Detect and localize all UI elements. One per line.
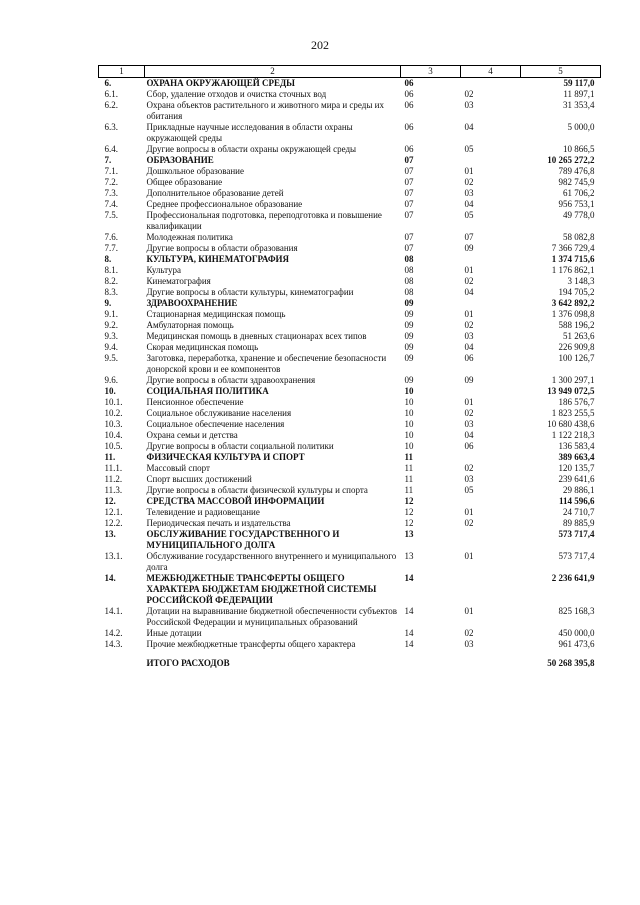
row-name: Амбулаторная помощь: [146, 320, 234, 330]
table-row: [99, 551, 601, 573]
row-subsection: 05: [464, 144, 474, 154]
row-name: Прикладные научные исследования в области охраны окружающей среды: [146, 122, 353, 143]
row-name: Дошкольное образование: [146, 166, 244, 176]
row-name: Социальное обеспечение населения: [146, 419, 285, 429]
row-section: 12: [404, 518, 414, 528]
table-row: [99, 463, 601, 474]
row-amount: 136 583,4: [558, 441, 595, 451]
table-row: [99, 353, 601, 375]
row-name: Профессиональная подготовка, переподготовка и повышение квалификации: [146, 210, 382, 231]
column-header: 3: [401, 66, 461, 78]
row-section: 06: [404, 78, 414, 88]
table-row: [99, 309, 601, 320]
row-name: МЕЖБЮДЖЕТНЫЕ ТРАНСФЕРТЫ ОБЩЕГО ХАРАКТЕРА БЮДЖЕТАМ БЮДЖЕТНОЙ СИСТЕМЫ РОССИЙСКОЙ ФЕДЕРАЦИИ: [146, 573, 377, 605]
table-row: [99, 331, 601, 342]
row-code: 9.: [104, 298, 112, 308]
row-name: Дополнительное образование детей: [146, 188, 284, 198]
row-section: 06: [404, 144, 414, 154]
row-amount: 120 135,7: [558, 463, 595, 473]
row-subsection: 01: [464, 606, 474, 616]
table-row: [99, 507, 601, 518]
row-subsection: 02: [464, 408, 474, 418]
row-name: Культура: [146, 265, 181, 275]
row-amount: 450 000,0: [558, 628, 595, 638]
row-subsection: 06: [464, 353, 474, 363]
row-code: 10.: [104, 386, 116, 396]
table-row: [99, 254, 601, 265]
row-subsection: [461, 155, 521, 166]
row-amount: 1 176 862,1: [551, 265, 595, 275]
table-row: [99, 265, 601, 276]
row-name: Другие вопросы в области образования: [146, 243, 298, 253]
row-subsection: 01: [464, 309, 474, 319]
row-code: 14.3.: [104, 639, 123, 649]
table-row: [99, 628, 601, 639]
row-code: 11.2.: [104, 474, 123, 484]
table-row: [99, 408, 601, 419]
row-code: 9.1.: [104, 309, 118, 319]
row-section: 11: [404, 485, 414, 495]
row-amount: 3 148,3: [567, 276, 595, 286]
table-row: [99, 89, 601, 100]
row-amount: 961 473,6: [558, 639, 595, 649]
row-code: 6.3.: [104, 122, 118, 132]
row-name: Медицинская помощь в дневных стационарах всех типов: [146, 331, 367, 341]
row-section: 09: [404, 309, 414, 319]
row-subsection: 04: [464, 122, 474, 132]
row-code: 7.5.: [104, 210, 118, 220]
row-amount: 5 000,0: [567, 122, 595, 132]
row-section: 11: [404, 463, 414, 473]
table-row: [99, 606, 601, 628]
row-amount: 789 476,8: [558, 166, 595, 176]
row-subsection: 03: [464, 419, 474, 429]
row-amount: 239 641,6: [558, 474, 595, 484]
row-name: Дотации на выравнивание бюджетной обеспеченности субъектов Российской Федерации и муниципальных образований: [146, 606, 398, 627]
row-subsection: 03: [464, 100, 474, 110]
row-subsection: 03: [464, 474, 474, 484]
row-amount: 11 897,1: [563, 89, 595, 99]
table-row: [99, 386, 601, 397]
table-row: [99, 188, 601, 199]
row-amount: 389 663,4: [558, 452, 595, 462]
table-header-row: [99, 66, 601, 78]
row-subsection: 02: [464, 276, 474, 286]
row-code: 12.1.: [104, 507, 123, 517]
row-code: 8.3.: [104, 287, 118, 297]
row-code: 9.5.: [104, 353, 118, 363]
row-section: 09: [404, 331, 414, 341]
row-section: 14: [404, 606, 414, 616]
row-code: 12.: [104, 496, 116, 506]
table-row: [99, 430, 601, 441]
table-row: [99, 166, 601, 177]
row-subsection: [461, 496, 521, 507]
row-section: 07: [404, 232, 414, 242]
row-section: 10: [404, 397, 414, 407]
table-row: [99, 342, 601, 353]
row-amount: 24 710,7: [563, 507, 595, 517]
row-amount: 51 263,6: [563, 331, 595, 341]
row-section: 09: [404, 320, 414, 330]
row-section: 07: [404, 210, 414, 220]
row-subsection: 03: [464, 331, 474, 341]
row-code: 12.2.: [104, 518, 123, 528]
row-section: 06: [404, 89, 414, 99]
row-name: Скорая медицинская помощь: [146, 342, 259, 352]
row-subsection: 04: [464, 430, 474, 440]
row-section: 09: [404, 298, 414, 308]
row-section: 07: [404, 155, 414, 165]
row-code: 8.: [104, 254, 112, 264]
row-subsection: 02: [464, 89, 474, 99]
row-name: Охрана семьи и детства: [146, 430, 238, 440]
table-row: [99, 144, 601, 155]
row-name: Другие вопросы в области охраны окружающей среды: [146, 144, 357, 154]
row-name: Общее образование: [146, 177, 223, 187]
row-section: 06: [404, 122, 414, 132]
row-code: 11.: [104, 452, 116, 462]
column-header: 1: [99, 66, 145, 78]
row-name: Периодическая печать и издательства: [146, 518, 291, 528]
row-subsection: 02: [464, 463, 474, 473]
row-subsection: 02: [464, 628, 474, 638]
row-section: 10: [404, 430, 414, 440]
row-subsection: 01: [464, 507, 474, 517]
table-row: [99, 518, 601, 529]
row-name: Другие вопросы в области здравоохранения: [146, 375, 316, 385]
row-code: 14.: [104, 573, 116, 583]
row-subsection: [461, 298, 521, 309]
table-row: [99, 496, 601, 507]
row-section: 13: [404, 551, 414, 561]
row-amount: 2 236 641,9: [551, 573, 595, 583]
row-code: 6.: [104, 78, 112, 88]
row-code: 7.1.: [104, 166, 118, 176]
table-row: [99, 298, 601, 309]
row-amount: 573 717,4: [558, 529, 595, 539]
table-row: [99, 177, 601, 188]
row-code: 10.3.: [104, 419, 123, 429]
row-name: КУЛЬТУРА, КИНЕМАТОГРАФИЯ: [146, 254, 290, 264]
row-subsection: [461, 254, 521, 265]
row-section: 09: [404, 353, 414, 363]
row-section: 07: [404, 243, 414, 253]
row-name: Социальное обслуживание населения: [146, 408, 292, 418]
row-code: 11.3.: [104, 485, 123, 495]
row-subsection: 02: [464, 518, 474, 528]
row-code: 7.6.: [104, 232, 118, 242]
row-section: 12: [404, 507, 414, 517]
table-row: [99, 155, 601, 166]
row-subsection: 01: [464, 551, 474, 561]
row-code: 13.1.: [104, 551, 123, 561]
row-name: Иные дотации: [146, 628, 202, 638]
row-amount: 982 745,9: [558, 177, 595, 187]
row-code: 10.4.: [104, 430, 123, 440]
table-row: [99, 243, 601, 254]
row-amount: 29 886,1: [563, 485, 595, 495]
row-code: 10.2.: [104, 408, 123, 418]
row-section: 11: [404, 474, 414, 484]
row-amount: 31 353,4: [563, 100, 595, 110]
row-subsection: 04: [464, 199, 474, 209]
row-name: Кинематография: [146, 276, 211, 286]
row-section: 10: [404, 441, 414, 451]
table-row: [99, 639, 601, 650]
row-amount: 1 376 098,8: [551, 309, 595, 319]
row-subsection: 04: [464, 287, 474, 297]
table-row: [99, 397, 601, 408]
row-subsection: 03: [464, 188, 474, 198]
row-amount: 10 680 438,6: [547, 419, 595, 429]
budget-table: [98, 65, 601, 669]
table-row: [99, 122, 601, 144]
row-section: 07: [404, 188, 414, 198]
row-code: 10.5.: [104, 441, 123, 451]
row-subsection: 04: [464, 342, 474, 352]
row-section: 12: [404, 496, 414, 506]
row-amount: 10 265 272,2: [547, 155, 595, 165]
row-amount: 588 196,2: [558, 320, 595, 330]
row-code: 13.: [104, 529, 116, 539]
table-row: [99, 276, 601, 287]
row-section: 09: [404, 375, 414, 385]
row-subsection: [461, 529, 521, 551]
row-amount: 7 366 729,4: [551, 243, 595, 253]
row-name: Прочие межбюджетные трансферты общего характера: [146, 639, 356, 649]
row-section: 10: [404, 408, 414, 418]
row-subsection: 03: [464, 639, 474, 649]
column-header: 2: [145, 66, 401, 78]
row-section: 07: [404, 166, 414, 176]
row-subsection: 09: [464, 375, 474, 385]
table-row: [99, 199, 601, 210]
row-name: Охрана объектов растительного и животного мира и среды их обитания: [146, 100, 384, 121]
row-code: 7.4.: [104, 199, 118, 209]
row-section: 14: [404, 628, 414, 638]
row-subsection: 01: [464, 265, 474, 275]
row-amount: 59 117,0: [563, 78, 595, 88]
row-code: 6.1.: [104, 89, 118, 99]
column-header: 4: [461, 66, 521, 78]
row-subsection: 09: [464, 243, 474, 253]
row-name: ОБРАЗОВАНИЕ: [146, 155, 214, 165]
row-code: 7.: [104, 155, 112, 165]
row-section: 08: [404, 265, 414, 275]
row-section: 09: [404, 342, 414, 352]
row-name: СОЦИАЛЬНАЯ ПОЛИТИКА: [146, 386, 269, 396]
row-code: 9.2.: [104, 320, 118, 330]
row-code: 9.4.: [104, 342, 118, 352]
row-amount: 89 885,9: [563, 518, 595, 528]
row-code: 9.6.: [104, 375, 118, 385]
row-subsection: 07: [464, 232, 474, 242]
row-amount: 61 706,2: [563, 188, 595, 198]
row-subsection: [461, 573, 521, 606]
row-section: 08: [404, 254, 414, 264]
row-name: ОБСЛУЖИВАНИЕ ГОСУДАРСТВЕННОГО И МУНИЦИПАЛЬНОГО ДОЛГА: [146, 529, 340, 550]
row-code: 7.2.: [104, 177, 118, 187]
row-name: Молодежная политика: [146, 232, 233, 242]
row-amount: 10 866,5: [563, 144, 595, 154]
row-name: ФИЗИЧЕСКАЯ КУЛЬТУРА И СПОРТ: [146, 452, 305, 462]
row-code: 6.4.: [104, 144, 118, 154]
row-code: 8.2.: [104, 276, 118, 286]
total-label: ИТОГО РАСХОДОВ: [146, 658, 230, 668]
row-name: Среднее профессиональное образование: [146, 199, 303, 209]
table-row: [99, 441, 601, 452]
row-subsection: 02: [464, 320, 474, 330]
table-row: [99, 474, 601, 485]
table-row: [99, 232, 601, 243]
total-amount: 50 268 395,8: [547, 658, 595, 668]
table-row: [99, 375, 601, 386]
table-row: [99, 100, 601, 122]
table-row: [99, 419, 601, 430]
row-name: Пенсионное обеспечение: [146, 397, 244, 407]
row-section: 14: [404, 639, 414, 649]
row-amount: 49 778,0: [563, 210, 595, 220]
row-name: Другие вопросы в области социальной политики: [146, 441, 334, 451]
row-name: Телевидение и радиовещание: [146, 507, 260, 517]
row-name: Обслуживание государственного внутреннего и муниципального долга: [146, 551, 397, 572]
row-amount: 1 300 297,1: [551, 375, 595, 385]
row-name: Стационарная медицинская помощь: [146, 309, 286, 319]
row-code: 6.2.: [104, 100, 118, 110]
table-row: [99, 287, 601, 298]
row-section: 11: [404, 452, 414, 462]
row-amount: 825 168,3: [558, 606, 595, 616]
table-row: [99, 320, 601, 331]
row-amount: 1 823 255,5: [551, 408, 595, 418]
total-row: [99, 658, 601, 669]
row-section: 14: [404, 573, 414, 583]
row-amount: 573 717,4: [558, 551, 595, 561]
row-section: 13: [404, 529, 414, 539]
row-section: 07: [404, 199, 414, 209]
row-section: 10: [404, 419, 414, 429]
row-name: ЗДРАВООХРАНЕНИЕ: [146, 298, 238, 308]
row-subsection: [461, 78, 521, 90]
row-code: 10.1.: [104, 397, 123, 407]
row-subsection: 01: [464, 166, 474, 176]
table-row: [99, 529, 601, 551]
row-amount: 194 705,2: [558, 287, 595, 297]
row-subsection: 05: [464, 210, 474, 220]
table-row: [99, 452, 601, 463]
row-amount: 1 122 218,3: [551, 430, 595, 440]
row-subsection: 02: [464, 177, 474, 187]
row-name: Другие вопросы в области физической культуры и спорта: [146, 485, 368, 495]
row-amount: 186 576,7: [558, 397, 595, 407]
row-amount: 13 949 072,5: [547, 386, 595, 396]
row-name: ОХРАНА ОКРУЖАЮЩЕЙ СРЕДЫ: [146, 78, 295, 88]
row-section: 08: [404, 276, 414, 286]
row-section: 07: [404, 177, 414, 187]
row-name: СРЕДСТВА МАССОВОЙ ИНФОРМАЦИИ: [146, 496, 325, 506]
row-code: 7.7.: [104, 243, 118, 253]
row-section: 10: [404, 386, 414, 396]
row-code: 8.1.: [104, 265, 118, 275]
row-name: Заготовка, переработка, хранение и обеспечение безопасности донорской крови и ее компонентов: [146, 353, 387, 374]
row-amount: 956 753,1: [558, 199, 595, 209]
row-code: 14.2.: [104, 628, 123, 638]
row-name: Другие вопросы в области культуры, кинематографии: [146, 287, 354, 297]
row-amount: 3 642 892,2: [551, 298, 595, 308]
row-subsection: [461, 452, 521, 463]
row-name: Массовый спорт: [146, 463, 210, 473]
row-code: 7.3.: [104, 188, 118, 198]
row-subsection: 05: [464, 485, 474, 495]
row-amount: 1 374 715,6: [551, 254, 595, 264]
row-code: 14.1.: [104, 606, 123, 616]
row-subsection: [461, 386, 521, 397]
row-amount: 58 082,8: [563, 232, 595, 242]
row-amount: 226 909,8: [558, 342, 595, 352]
column-header: 5: [521, 66, 601, 78]
table-row: [99, 210, 601, 232]
table-row: [99, 485, 601, 496]
row-section: 08: [404, 287, 414, 297]
row-section: 06: [404, 100, 414, 110]
row-amount: 100 126,7: [558, 353, 595, 363]
page-number: 202: [311, 38, 329, 52]
row-name: Сбор, удаление отходов и очистка сточных вод: [146, 89, 327, 99]
table-row: [99, 573, 601, 606]
row-name: Спорт высших достижений: [146, 474, 252, 484]
row-subsection: 06: [464, 441, 474, 451]
row-subsection: 01: [464, 397, 474, 407]
table-row: [99, 78, 601, 90]
row-code: 11.1.: [104, 463, 123, 473]
row-code: 9.3.: [104, 331, 118, 341]
row-amount: 114 596,6: [558, 496, 595, 506]
